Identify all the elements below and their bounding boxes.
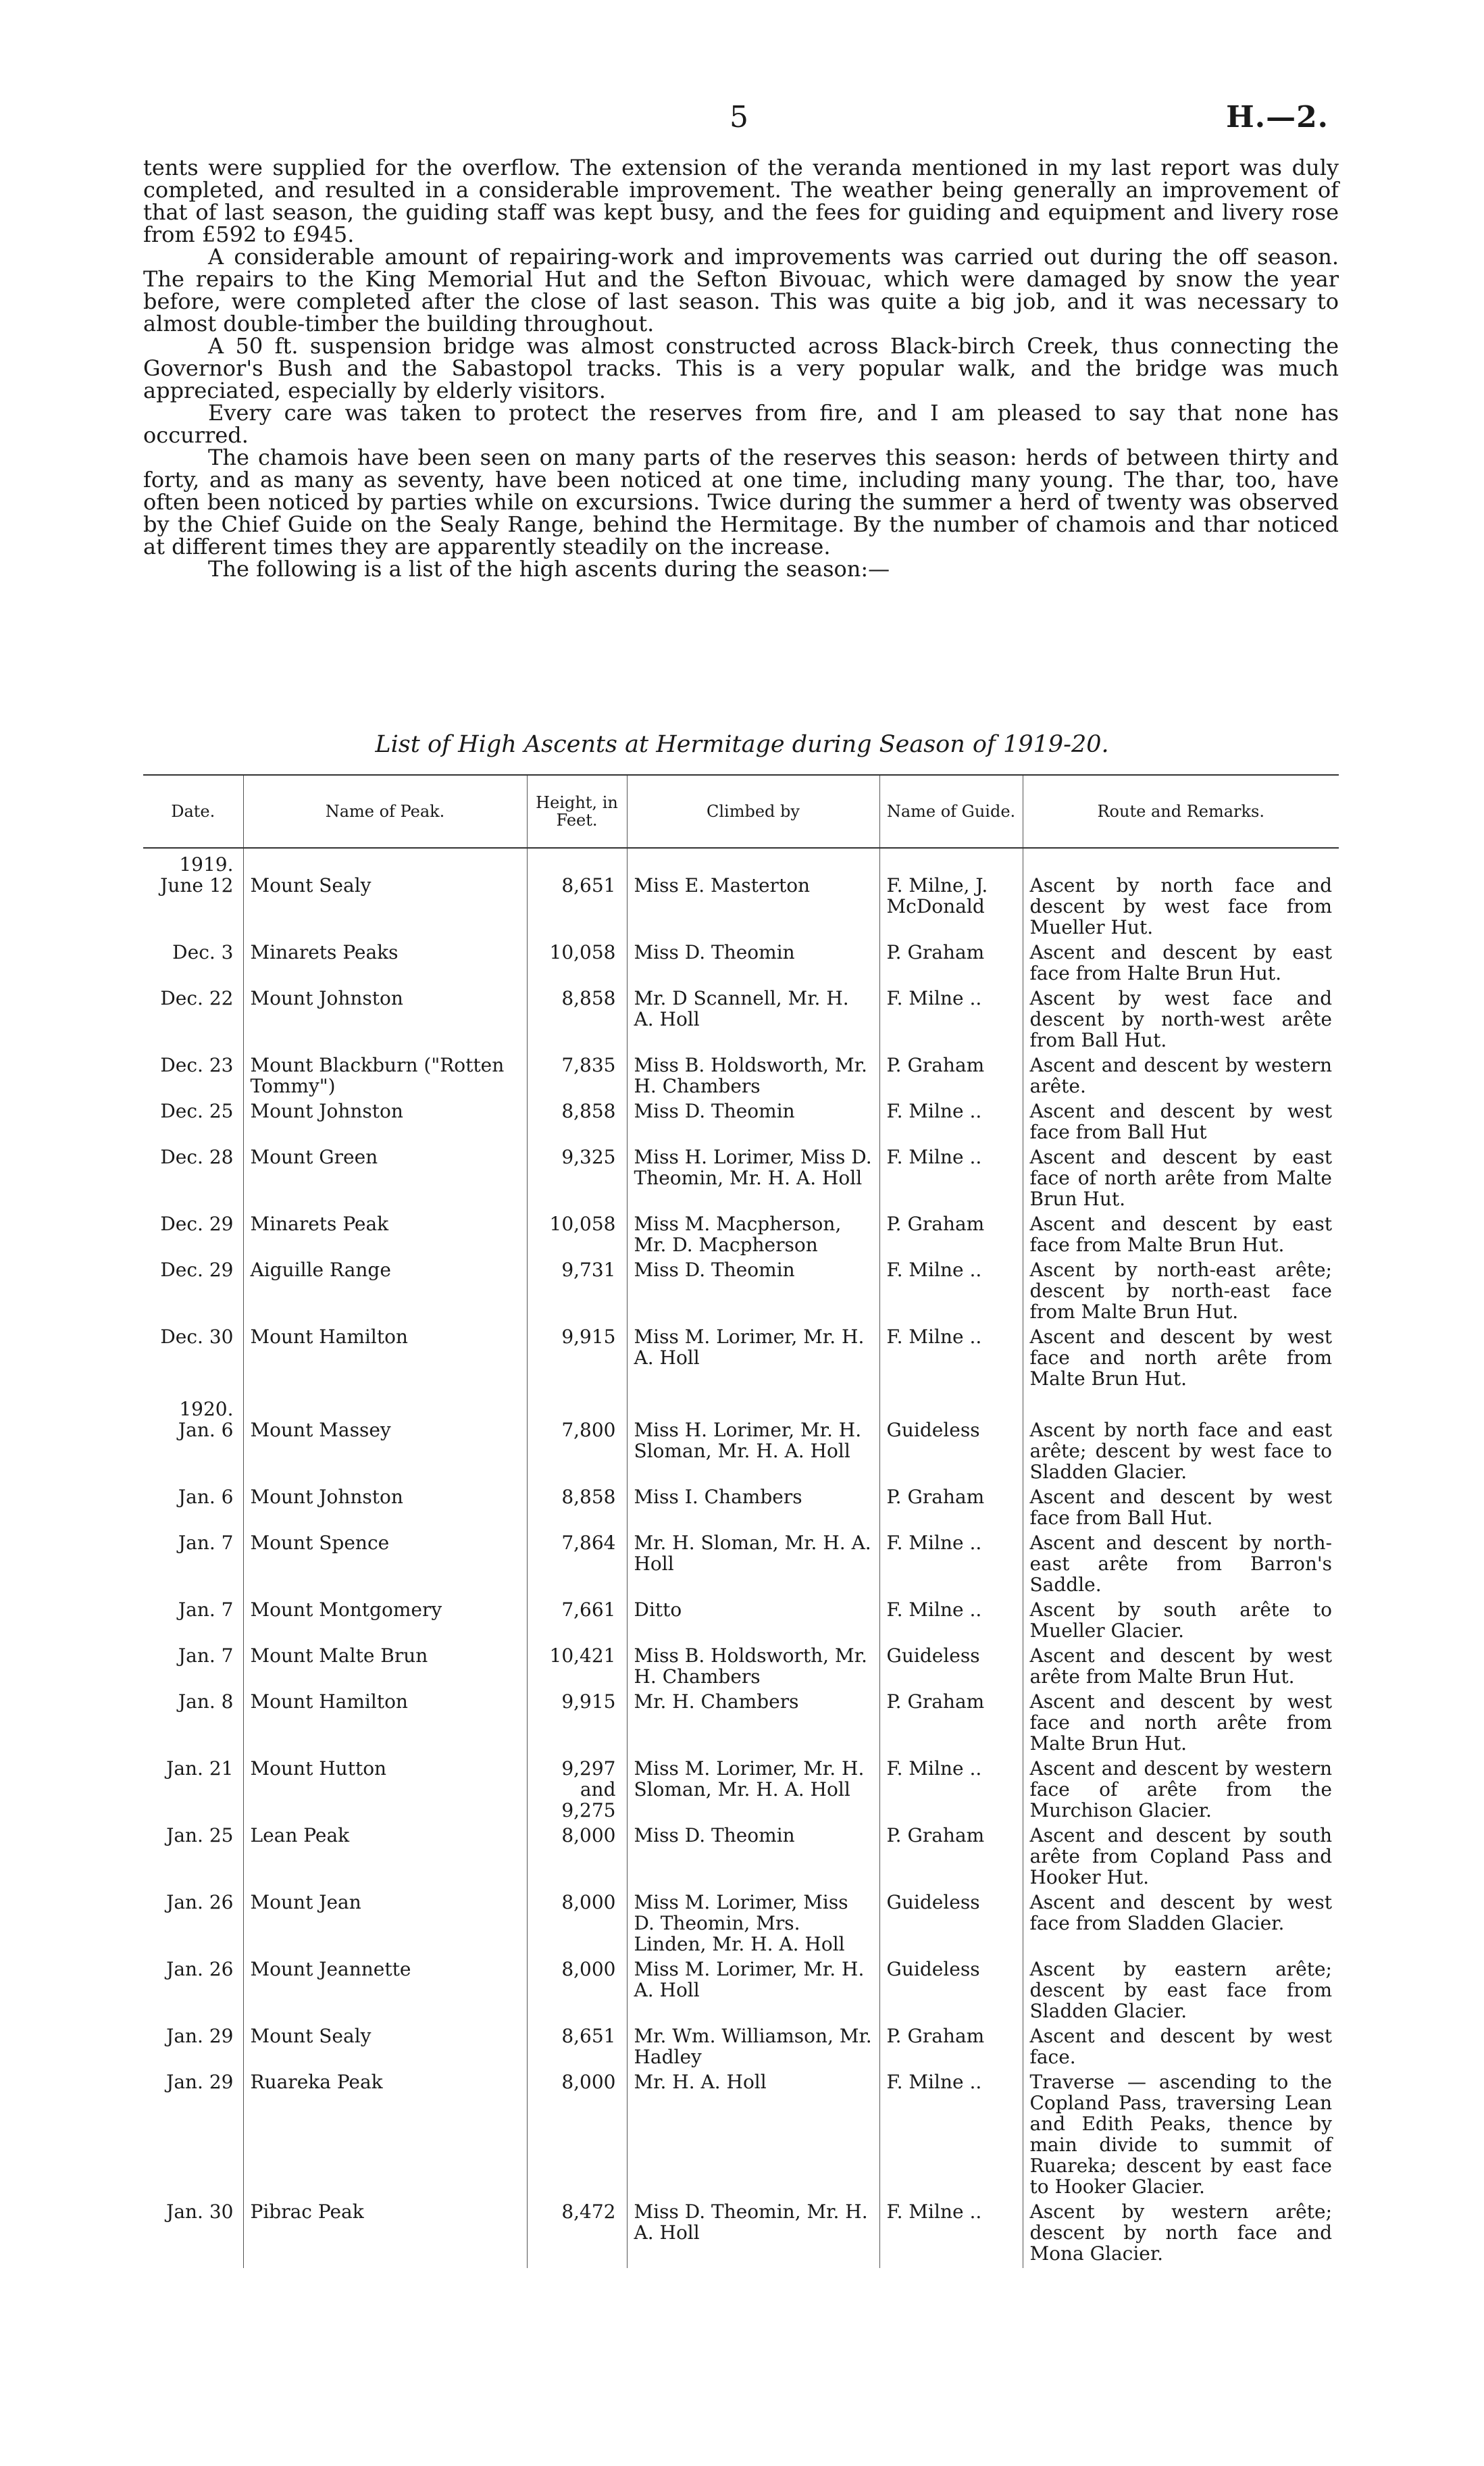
paragraph: The following is a list of the high ascents during the season:— — [208, 556, 890, 582]
table-row — [143, 2025, 1339, 2071]
height-cell: 9,325 — [527, 1147, 627, 1213]
peak-cell: Minarets Peak — [243, 1213, 527, 1259]
climbers-cell: Mr. H. Chambers — [627, 1691, 879, 1758]
height-cell: 8,472 — [527, 2201, 627, 2268]
route-cell: Ascent by eastern arête; descent by east face from Sladden Glacier. — [1023, 1959, 1339, 2025]
guide-cell: F. Milne .. — [879, 2201, 1023, 2268]
table-header-row — [143, 775, 1339, 848]
route-cell: Ascent and descent by west face from Sladden Glacier. — [1023, 1892, 1339, 1959]
guide-cell: P. Graham — [879, 1486, 1023, 1532]
route-cell: Ascent and descent by west face from Ball Hut — [1023, 1101, 1339, 1147]
guide-cell: Guideless — [879, 1419, 1023, 1486]
empty-cell — [527, 1393, 627, 1419]
table-row — [143, 1486, 1339, 1532]
date-cell: Jan. 25 — [166, 1824, 234, 1846]
guide-cell: F. Milne .. — [879, 2071, 1023, 2201]
guide-cell: P. Graham — [879, 1825, 1023, 1892]
height-cell: 9,915 — [527, 1691, 627, 1758]
table-row — [143, 2201, 1339, 2268]
climbers-cell: Miss M. Lorimer, Mr. H. Sloman, Mr. H. A. Holl — [627, 1758, 879, 1825]
guide-cell: F. Milne .. — [879, 1101, 1023, 1147]
climbers-cell: Miss H. Lorimer, Miss D. Theomin, Mr. H. A. Holl — [627, 1147, 879, 1213]
route-cell: Ascent and descent by east face from Halte Brun Hut. — [1023, 942, 1339, 988]
climbers-cell: Mr. Wm. Williamson, Mr. Hadley — [627, 2025, 879, 2071]
height-cell: 8,000 — [527, 2071, 627, 2201]
date-cell: Jan. 29 — [166, 2025, 234, 2047]
guide-cell: P. Graham — [879, 942, 1023, 988]
route-cell: Ascent and descent by west face and north arête from Malte Brun Hut. — [1023, 1326, 1339, 1393]
guide-cell: Guideless — [879, 1645, 1023, 1691]
peak-cell: Mount Jeannette — [243, 1959, 527, 2025]
climbers-cell: Miss D. Theomin — [627, 1825, 879, 1892]
date-cell: Jan. 7 — [178, 1532, 234, 1554]
peak-cell: Mount Montgomery — [243, 1599, 527, 1645]
peak-cell: Mount Massey — [243, 1419, 527, 1486]
table-row — [143, 1532, 1339, 1599]
empty-cell — [243, 848, 527, 875]
peak-cell: Mount Johnston — [243, 988, 527, 1055]
route-cell: Ascent and descent by east face from Malte Brun Hut. — [1023, 1213, 1339, 1259]
year-label: 1920. — [179, 1398, 234, 1420]
table-row — [143, 1419, 1339, 1486]
paragraph: tents were supplied for the overflow. The extension of the veranda mentioned in my last report was duly completed, and resulted in a considerable improvement. The weather being generally an improvement of that of last season, the guiding staff was kept busy, and the fees for guiding and equipment and livery rose from £592 to £945. — [143, 155, 1339, 247]
climbers-cell: Miss M. Lorimer, Mr. H. A. Holl — [627, 1959, 879, 2025]
guide-cell: F. Milne .. — [879, 1532, 1023, 1599]
empty-cell — [1023, 1393, 1339, 1419]
year-row — [143, 848, 1339, 875]
table-row — [143, 1055, 1339, 1101]
guide-cell: F. Milne .. — [879, 1326, 1023, 1393]
table-row — [143, 1691, 1339, 1758]
route-cell: Ascent by north face and descent by west face from Mueller Hut. — [1023, 875, 1339, 942]
guide-cell: P. Graham — [879, 1055, 1023, 1101]
climbers-cell: Miss B. Holdsworth, Mr. H. Chambers — [627, 1055, 879, 1101]
guide-cell: F. Milne .. — [879, 1259, 1023, 1326]
date-cell: Dec. 3 — [172, 941, 234, 963]
height-cell: 7,800 — [527, 1419, 627, 1486]
route-cell: Ascent and descent by west arête from Malte Brun Hut. — [1023, 1645, 1339, 1691]
header-climbers: Climbed by — [627, 775, 879, 848]
date-cell: June 12 — [160, 874, 234, 897]
date-cell: Jan. 29 — [166, 2071, 234, 2093]
paragraph: The chamois have been seen on many parts of the reserves this season: herds of between thirty and forty, and as many as seventy, have been noticed at one time, including many young. The thar, too, have often been noticed by parties while on excursions. Twice during the summer a herd of twenty was observed by the Chief Guide on the Sealy Range, behind the Hermitage. By the number of chamois and thar noticed at different times they are apparently steadily on the increase. — [143, 445, 1339, 559]
date-cell: Jan. 30 — [166, 2200, 234, 2223]
table-row — [143, 988, 1339, 1055]
climbers-cell: Miss D. Theomin, Mr. H. A. Holl — [627, 2201, 879, 2268]
climbers-cell: Miss D. Theomin — [627, 1259, 879, 1326]
route-cell: Ascent by western arête; descent by north face and Mona Glacier. — [1023, 2201, 1339, 2268]
table-row — [143, 1213, 1339, 1259]
peak-cell: Mount Hutton — [243, 1758, 527, 1825]
peak-cell: Mount Johnston — [243, 1101, 527, 1147]
paragraph: Every care was taken to protect the reserves from fire, and I am pleased to say that none has occurred. — [143, 400, 1339, 448]
table-row — [143, 1645, 1339, 1691]
table-row — [143, 1147, 1339, 1213]
date-cell: Jan. 21 — [166, 1757, 234, 1780]
page-header — [0, 100, 1484, 141]
height-cell: 9,297 and 9,275 — [527, 1758, 627, 1825]
table-row — [143, 1959, 1339, 2025]
climbers-cell: Miss D. Theomin — [627, 942, 879, 988]
height-cell: 10,058 — [527, 942, 627, 988]
guide-cell: F. Milne .. — [879, 1599, 1023, 1645]
height-cell: 9,915 — [527, 1326, 627, 1393]
empty-cell — [627, 848, 879, 875]
route-cell: Ascent and descent by western arête. — [1023, 1055, 1339, 1101]
climbers-cell: Mr. H. A. Holl — [627, 2071, 879, 2201]
peak-cell: Mount Blackburn ("Rotten Tommy") — [243, 1055, 527, 1101]
peak-cell: Mount Sealy — [243, 2025, 527, 2071]
peak-cell: Mount Sealy — [243, 875, 527, 942]
route-cell: Traverse — ascending to the Copland Pass, traversing Lean and Edith Peaks, thence by main divide to summit of Ruareka; descent by east face to Hooker Glacier. — [1023, 2071, 1339, 2201]
height-cell: 10,421 — [527, 1645, 627, 1691]
date-cell: Jan. 26 — [166, 1891, 234, 1913]
table-row — [143, 1825, 1339, 1892]
height-cell: 8,651 — [527, 875, 627, 942]
date-cell: Dec. 29 — [160, 1213, 234, 1235]
date-cell: Jan. 7 — [178, 1599, 234, 1621]
date-cell: Dec. 28 — [160, 1146, 234, 1168]
height-cell: 8,858 — [527, 988, 627, 1055]
climbers-cell: Miss E. Masterton — [627, 875, 879, 942]
header-route: Route and Remarks. — [1023, 775, 1339, 848]
route-cell: Ascent and descent by north-east arête from Barron's Saddle. — [1023, 1532, 1339, 1599]
date-cell: Jan. 8 — [178, 1690, 234, 1713]
height-cell: 8,651 — [527, 2025, 627, 2071]
header-date: Date. — [143, 775, 243, 848]
date-cell: Jan. 7 — [178, 1644, 234, 1667]
date-cell: Jan. 6 — [178, 1419, 234, 1441]
paragraph: A 50 ft. suspension bridge was almost constructed across Black-birch Creek, thus connecting the Governor's Bush and the Sabastopol tracks. This is a very popular walk, and the bridge was much appreciated, especially by elderly visitors. — [143, 333, 1339, 403]
date-cell: Dec. 30 — [160, 1326, 234, 1348]
empty-cell — [1023, 848, 1339, 875]
date-cell: Dec. 22 — [160, 987, 234, 1009]
peak-cell: Pibrac Peak — [243, 2201, 527, 2268]
height-cell: 7,864 — [527, 1532, 627, 1599]
date-cell: Dec. 25 — [160, 1100, 234, 1122]
guide-cell: F. Milne, J. McDonald — [879, 875, 1023, 942]
peak-cell: Mount Johnston — [243, 1486, 527, 1532]
route-cell: Ascent by north face and east arête; descent by west face to Sladden Glacier. — [1023, 1419, 1339, 1486]
series-code: H.—2. — [1226, 100, 1329, 134]
peak-cell: Mount Spence — [243, 1532, 527, 1599]
route-cell: Ascent and descent by west face. — [1023, 2025, 1339, 2071]
peak-cell: Minarets Peaks — [243, 942, 527, 988]
guide-cell: Guideless — [879, 1892, 1023, 1959]
table-row — [143, 942, 1339, 988]
year-label: 1919. — [179, 853, 234, 876]
table-row — [143, 1259, 1339, 1326]
climbers-cell: Mr. H. Sloman, Mr. H. A. Holl — [627, 1532, 879, 1599]
route-cell: Ascent by north-east arête; descent by north-east face from Malte Brun Hut. — [1023, 1259, 1339, 1326]
guide-cell: F. Milne .. — [879, 988, 1023, 1055]
peak-cell: Mount Green — [243, 1147, 527, 1213]
table-row — [143, 1326, 1339, 1393]
guide-cell: Guideless — [879, 1959, 1023, 2025]
height-cell: 8,858 — [527, 1486, 627, 1532]
climbers-cell: Miss M. Lorimer, Miss D. Theomin, Mrs. Linden, Mr. H. A. Holl — [627, 1892, 879, 1959]
route-cell: Ascent and descent by west face and north arête from Malte Brun Hut. — [1023, 1691, 1339, 1758]
empty-cell — [527, 848, 627, 875]
header-height: Height, in Feet. — [527, 775, 627, 848]
ascents-table — [143, 774, 1339, 2268]
climbers-cell: Ditto — [627, 1599, 879, 1645]
year-row — [143, 1393, 1339, 1419]
route-cell: Ascent and descent by south arête from Copland Pass and Hooker Hut. — [1023, 1825, 1339, 1892]
empty-cell — [879, 848, 1023, 875]
climbers-cell: Miss H. Lorimer, Mr. H. Sloman, Mr. H. A. Holl — [627, 1419, 879, 1486]
guide-cell: P. Graham — [879, 2025, 1023, 2071]
route-cell: Ascent by west face and descent by north-west arête from Ball Hut. — [1023, 988, 1339, 1055]
route-cell: Ascent and descent by western face of arête from the Murchison Glacier. — [1023, 1758, 1339, 1825]
height-cell: 10,058 — [527, 1213, 627, 1259]
peak-cell: Mount Jean — [243, 1892, 527, 1959]
empty-cell — [879, 1393, 1023, 1419]
guide-cell: F. Milne .. — [879, 1147, 1023, 1213]
header-peak: Name of Peak. — [243, 775, 527, 848]
page-number: 5 — [730, 100, 748, 134]
guide-cell: F. Milne .. — [879, 1758, 1023, 1825]
table-row — [143, 875, 1339, 942]
table-row — [143, 1892, 1339, 1959]
climbers-cell: Miss M. Macpherson, Mr. D. Macpherson — [627, 1213, 879, 1259]
table-row — [143, 2071, 1339, 2201]
peak-cell: Mount Hamilton — [243, 1691, 527, 1758]
report-text — [143, 157, 1339, 580]
peak-cell: Mount Malte Brun — [243, 1645, 527, 1691]
table-row — [143, 1758, 1339, 1825]
height-cell: 8,858 — [527, 1101, 627, 1147]
guide-cell: P. Graham — [879, 1213, 1023, 1259]
table-row — [143, 1599, 1339, 1645]
peak-cell: Aiguille Range — [243, 1259, 527, 1326]
date-cell: Jan. 6 — [178, 1486, 234, 1508]
date-cell: Dec. 29 — [160, 1259, 234, 1281]
peak-cell: Lean Peak — [243, 1825, 527, 1892]
header-guide: Name of Guide. — [879, 775, 1023, 848]
height-cell: 8,000 — [527, 1825, 627, 1892]
empty-cell — [243, 1393, 527, 1419]
peak-cell: Mount Hamilton — [243, 1326, 527, 1393]
height-cell: 8,000 — [527, 1892, 627, 1959]
climbers-cell: Miss B. Holdsworth, Mr. H. Chambers — [627, 1645, 879, 1691]
guide-cell: P. Graham — [879, 1691, 1023, 1758]
route-cell: Ascent by south arête to Mueller Glacier. — [1023, 1599, 1339, 1645]
route-cell: Ascent and descent by west face from Ball Hut. — [1023, 1486, 1339, 1532]
table-caption: List of High Ascents at Hermitage during Season of 1919-20. — [375, 731, 1109, 758]
paragraph: A considerable amount of repairing-work and improvements was carried out during the off season. The repairs to the King Memorial Hut and the Sefton Bivouac, which were damaged by snow the year before, were completed after the close of last season. This was quite a big job, and it was necessary to almost double-timber the building throughout. — [143, 244, 1339, 336]
peak-cell: Ruareka Peak — [243, 2071, 527, 2201]
date-cell: Jan. 26 — [166, 1958, 234, 1980]
date-cell: Dec. 23 — [160, 1054, 234, 1076]
table-row — [143, 1101, 1339, 1147]
table-body — [143, 848, 1339, 2268]
climbers-cell: Miss I. Chambers — [627, 1486, 879, 1532]
height-cell: 7,661 — [527, 1599, 627, 1645]
route-cell: Ascent and descent by east face of north arête from Malte Brun Hut. — [1023, 1147, 1339, 1213]
height-cell: 8,000 — [527, 1959, 627, 2025]
height-cell: 9,731 — [527, 1259, 627, 1326]
empty-cell — [627, 1393, 879, 1419]
climbers-cell: Mr. D Scannell, Mr. H. A. Holl — [627, 988, 879, 1055]
height-cell: 7,835 — [527, 1055, 627, 1101]
climbers-cell: Miss M. Lorimer, Mr. H. A. Holl — [627, 1326, 879, 1393]
climbers-cell: Miss D. Theomin — [627, 1101, 879, 1147]
